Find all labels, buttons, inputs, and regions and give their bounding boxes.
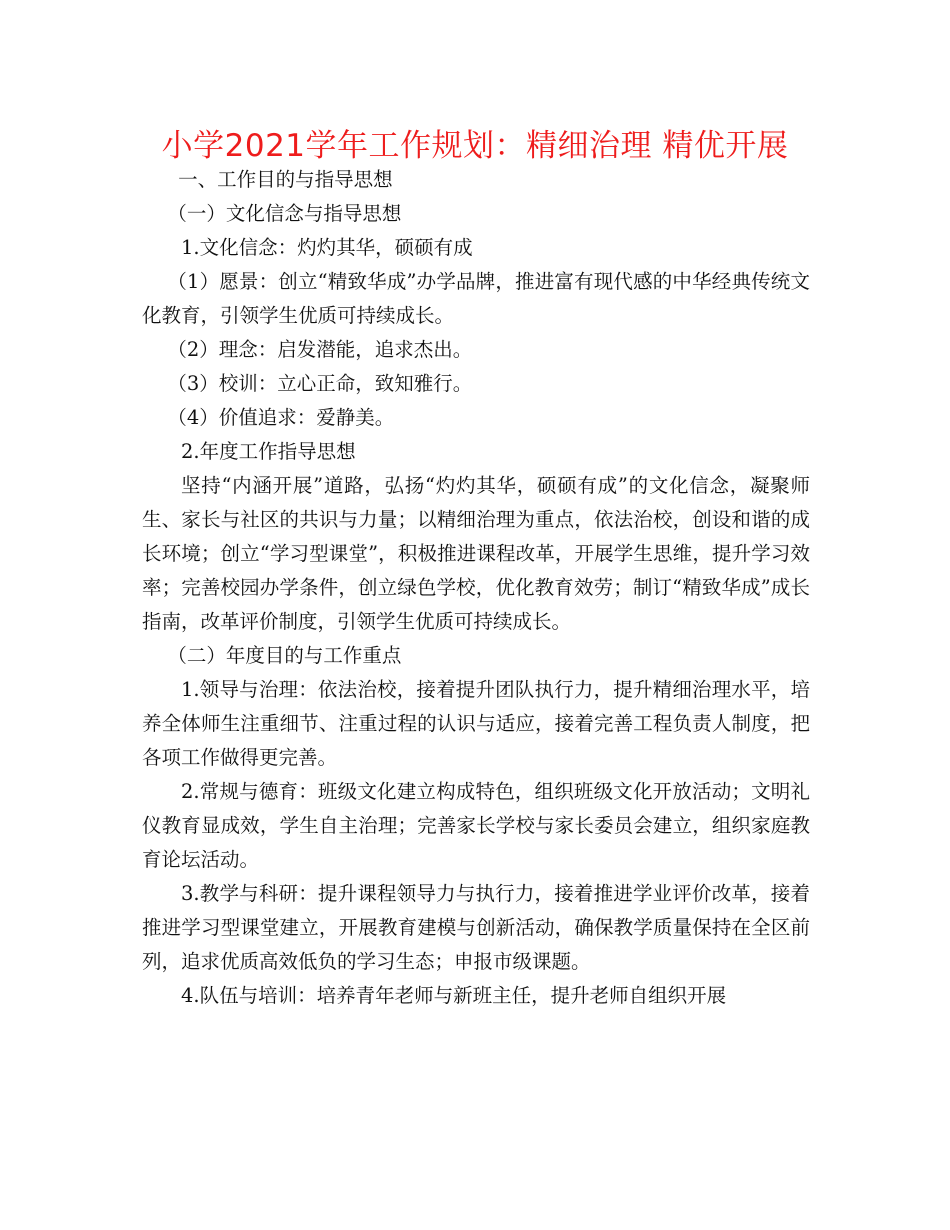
heading-section-1: 一、工作目的与指导思想 [178,168,393,191]
heading-subsection-2: （二）年度目的与工作重点 [167,644,402,667]
paragraph-motto: （3）校训：立心正命，致知雅行。 [167,372,473,395]
paragraph-routine-moral: 2.常规与德育：班级文化建立构成特色，组织班级文化开放活动；文明礼仪教育显成效，学生自主治理；完善家长学校与家长委员会建立，组织家庭教育论坛活动。 [142,780,810,871]
heading-subsection-1: （一）文化信念与指导思想 [167,202,402,225]
paragraph-team-training: 4.队伍与培训：培养青年老师与新班主任，提升老师自组织开展 [181,984,727,1007]
paragraph-teaching-research: 3.教学与科研：提升课程领导力与执行力，接着推进学业评价改革，接着推进学习型课堂建立，开展教育建模与创新活动，确保教学质量保持在全区前列，追求优质高效低负的学习生态；申报市级课题。 [142,882,810,973]
paragraph-leadership: 1.领导与治理：依法治校，接着提升团队执行力，提升精细治理水平，培养全体师生注重细节、注重过程的认识与适应，接着完善工程负责人制度，把各项工作做得更完善。 [142,678,810,769]
heading-item-1: 1.文化信念：灼灼其华，硕硕有成 [181,236,473,259]
paragraph-vision: （1）愿景：创立“精致华成”办学品牌，推进富有现代感的中华经典传统文化教育，引领学生优质可持续成长。 [142,270,810,327]
heading-item-2: 2.年度工作指导思想 [181,440,356,463]
document-body [142,163,810,1013]
paragraph-guiding-thought: 坚持“内涵开展”道路，弘扬“灼灼其华，硕硕有成”的文化信念，凝聚师生、家长与社区的共识与力量；以精细治理为重点，依法治校，创设和谐的成长环境；创立“学习型课堂”，积极推进课程改革，开展学生思维，提升学习效率；完善校园办学条件，创立绿色学校，优化教育效劳；制订“精致华成”成长指南，改革评价制度，引领学生优质可持续成长。 [142,474,810,633]
paragraph-philosophy: （2）理念：启发潜能，追求杰出。 [167,338,473,361]
document-title: 小学2021学年工作规划：精细治理 精优开展 [161,128,789,164]
paragraph-values: （4）价值追求：爱静美。 [167,406,395,429]
